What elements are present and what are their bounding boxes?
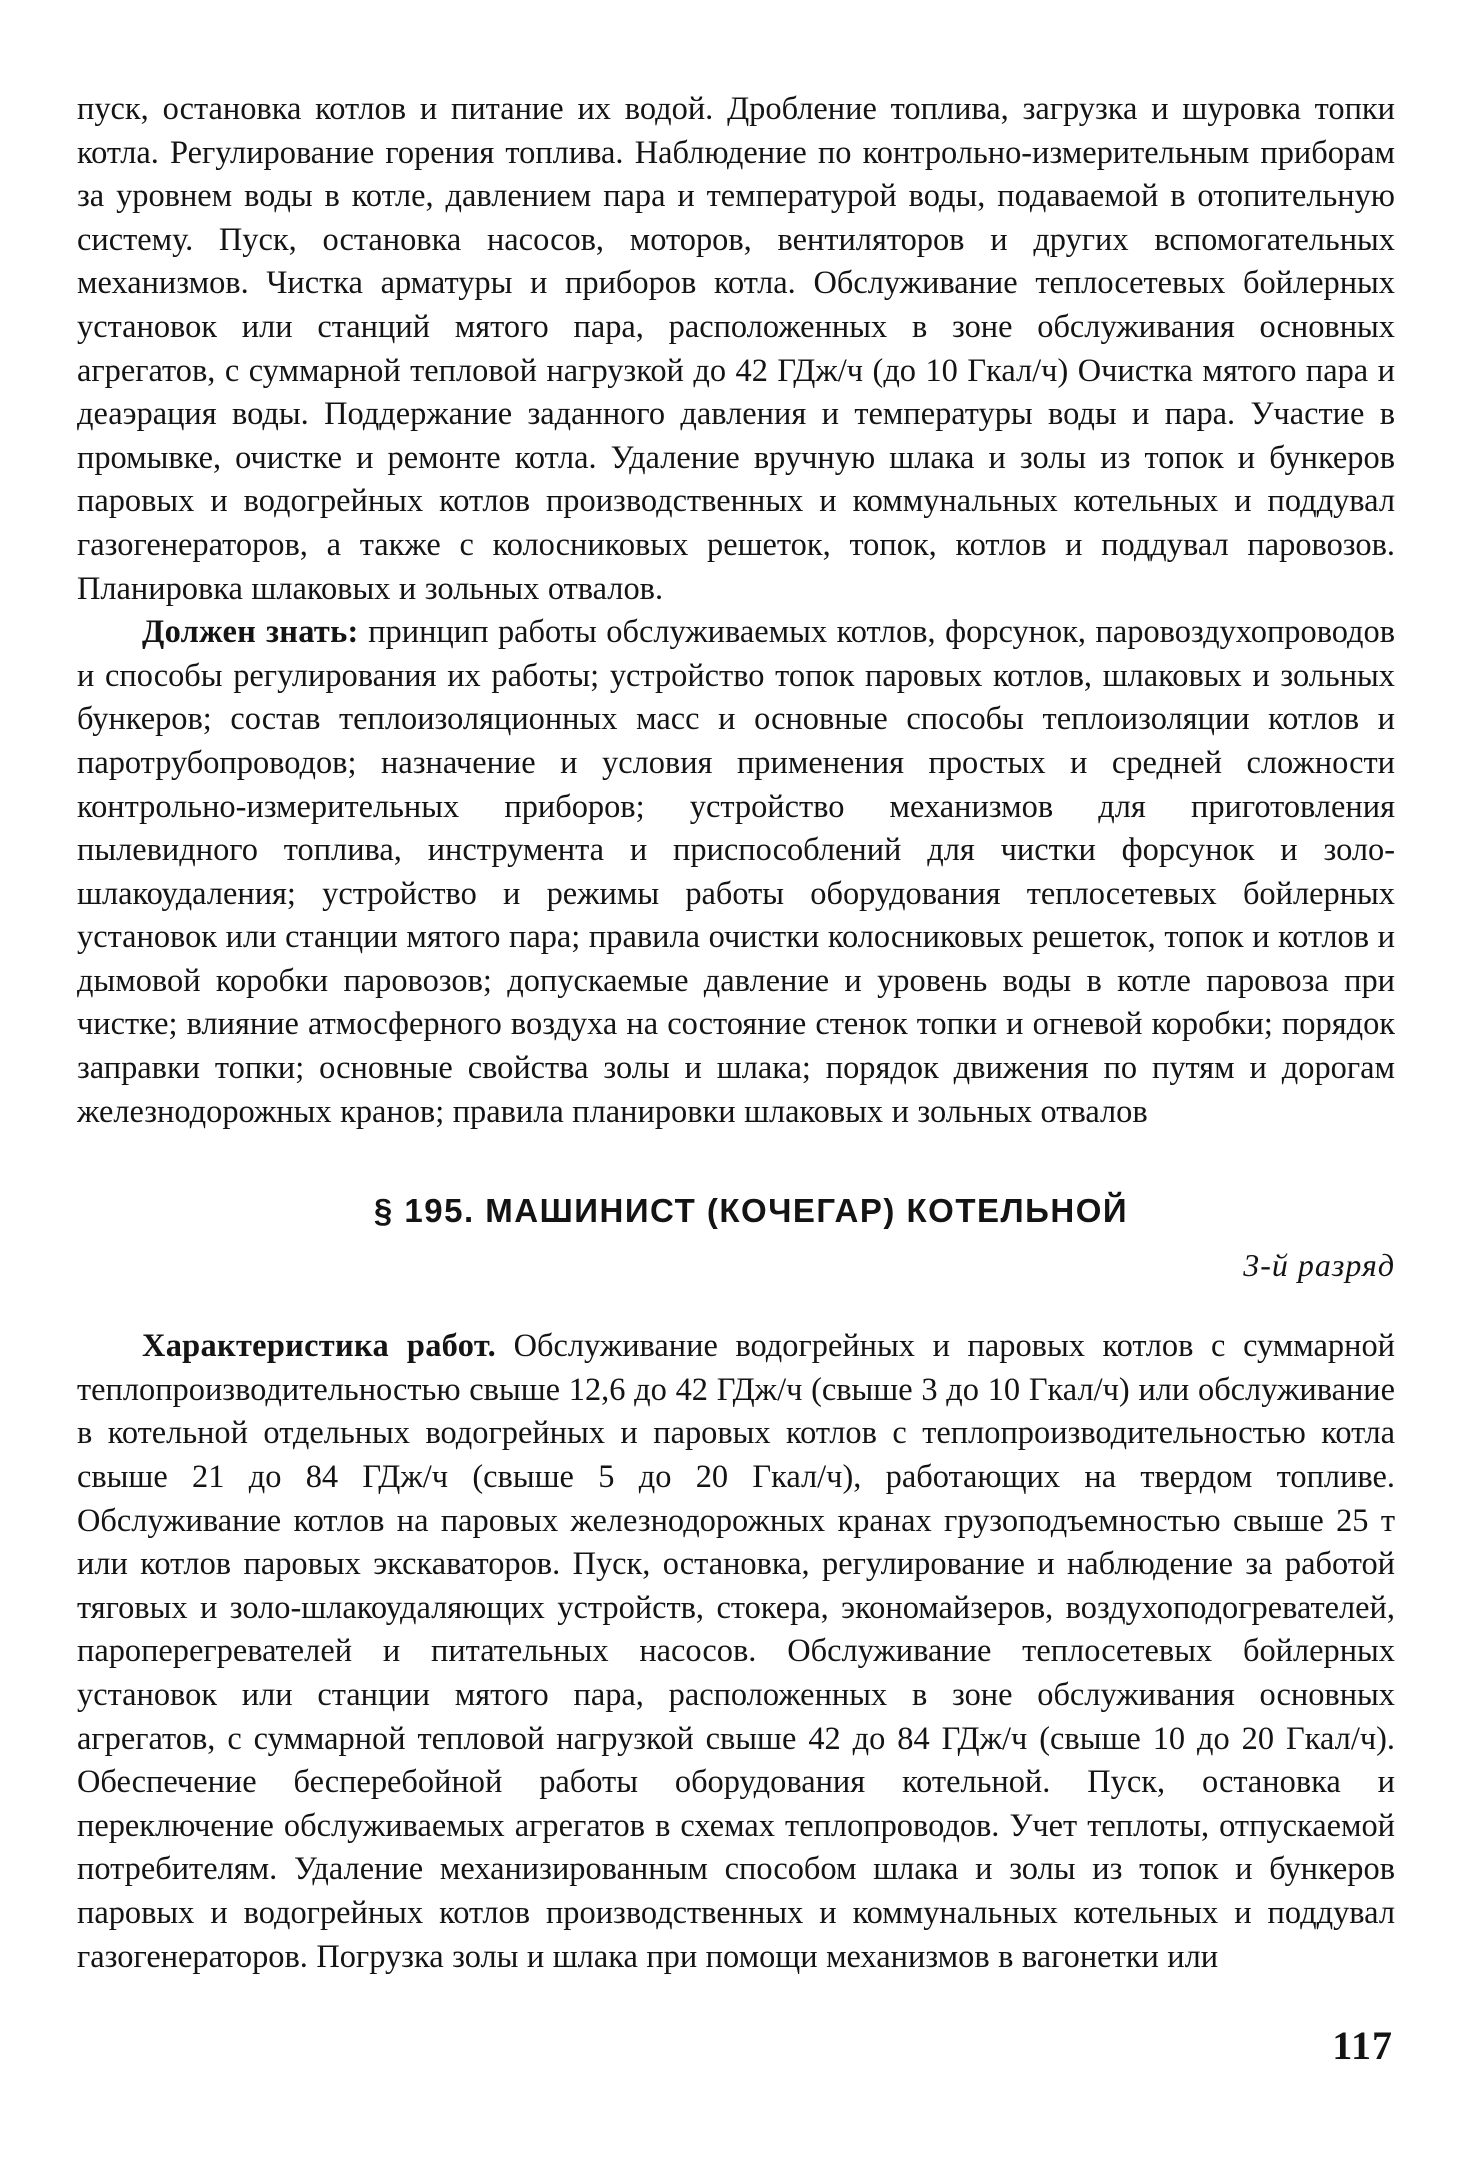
page-number: 117 <box>1332 2023 1393 2068</box>
grade-label: 3-й разряд <box>1243 1247 1395 1284</box>
must-know-text: принцип работы обслуживаемых котлов, форсунок, паровоздухопроводов и способы регулирования их работы; устройство топок паровых котлов, шлаковых и зольных бункеров; состав теплоизоляционных масс и основные способы теплоизоляции котлов и паротрубопроводов; назначение и условия применения простых и средней сложности контрольно-измерительных приборов; устройство механизмов для приготовления пылевидного топлива, инструмента и приспособлений для чистки форсунок и золо-шлакоудаления; устройство и режимы работы оборудования теплосетевых бойлерных установок или станции мятого пара; правила очистки колосниковых решеток, топок и котлов и дымовой коробки паровозов; допускаемые давление и уровень воды в котле паровоза при чистке; влияние атмосферного воздуха на состояние стенок топки и огневой коробки; порядок заправки топки; основные свойства золы и шлака; порядок движения по путям и дорогам железнодорожных кранов; правила планировки шлаковых и зольных отвалов <box>77 614 1395 1130</box>
characteristic-paragraph <box>77 1325 1395 1979</box>
characteristic-lead: Характеристика работ. <box>142 1328 496 1365</box>
continuation-paragraph: пуск, остановка котлов и питание их водой. Дробление топлива, загрузка и шуровка топки котла. Регулирование горения топлива. Наблюдение по контрольно-измерительным приборам за уровнем воды в котле, давлением пара и температурой воды, подаваемой в отопительную систему. Пуск, остановка насосов, моторов, вентиляторов и других вспомогательных механизмов. Чистка арматуры и приборов котла. Обслуживание теплосетевых бойлерных установок или станций мятого пара, расположенных в зоне обслуживания основных агрегатов, с суммарной тепловой нагрузкой до 42 ГДж/ч (до 10 Гкал/ч) Очистка мятого пара и деаэрация воды. Поддержание заданного давления и температуры воды и пара. Участие в промывке, очистке и ремонте котла. Удаление вручную шлака и золы из топок и бункеров паровых и водогрейных котлов производственных и коммунальных котельных и поддувал газогенераторов, а также с колосниковых решеток, топок, котлов и поддувал паровозов. Планировка шлаковых и зольных отвалов. <box>77 91 1395 607</box>
must-know-paragraph <box>77 611 1395 1134</box>
document-page <box>77 88 1395 1979</box>
must-know-lead: Должен знать: <box>142 614 359 651</box>
section-heading: § 195. МАШИНИСТ (КОЧЕГАР) КОТЕЛЬНОЙ <box>373 1192 1129 1230</box>
characteristic-text: Обслуживание водогрейных и паровых котлов с суммарной теплопроизводительностью свыше 12,6 до 42 ГДж/ч (свыше 3 до 10 Гкал/ч) или обслуживание в котельной отдельных водогрейных и паровых котлов с теплопроизводительностью котла свыше 21 до 84 ГДж/ч (свыше 5 до 20 Гкал/ч), работающих на твердом топливе. Обслуживание котлов на паровых железнодорожных кранах грузоподъемностью свыше 25 т или котлов паровых экскаваторов. Пуск, остановка, регулирование и наблюдение за работой тяговых и золо-шлакоудаляющих устройств, стокера, экономайзеров, воздухоподогревателей, пароперегревателей и питательных насосов. Обслуживание теплосетевых бойлерных установок или станции мятого пара, расположенных в зоне обслуживания основных агрегатов, с суммарной тепловой нагрузкой свыше 42 до 84 ГДж/ч (свыше 10 до 20 Гкал/ч). Обеспечение бесперебойной работы оборудования котельной. Пуск, остановка и переключение обслуживаемых агрегатов в схемах теплопроводов. Учет теплоты, отпускаемой потребителям. Удаление механизированным способом шлака и золы из топок и бункеров паровых и водогрейных котлов производственных и коммунальных котельных и поддувал газогенераторов. Погрузка золы и шлака при помощи механизмов в вагонетки или <box>77 1328 1395 1975</box>
